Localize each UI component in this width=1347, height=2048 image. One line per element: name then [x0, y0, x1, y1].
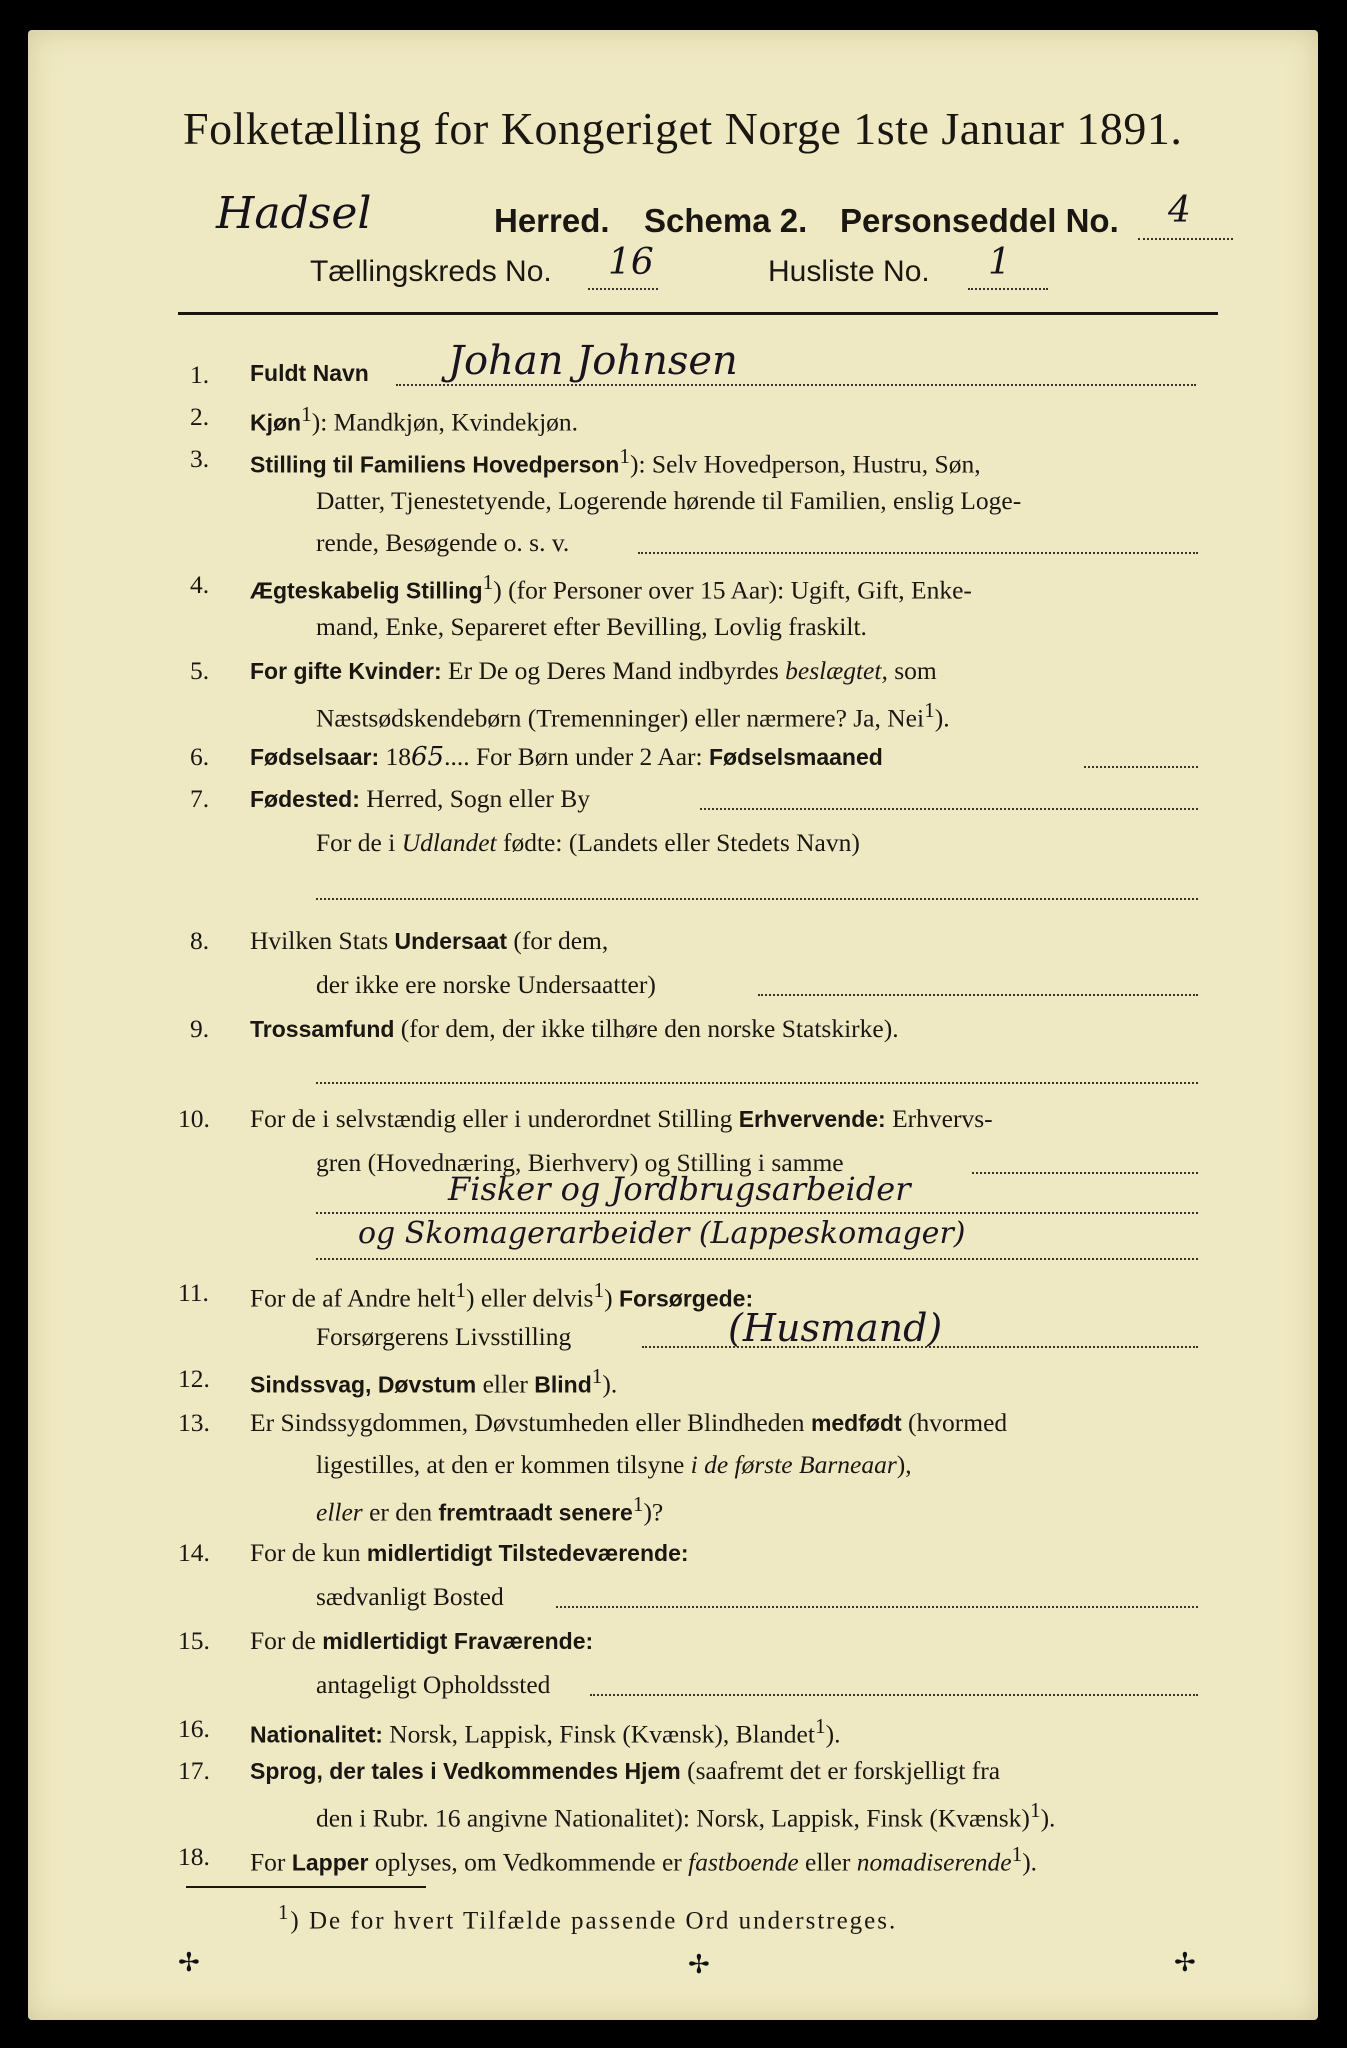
kreds-dots — [588, 288, 658, 290]
item-label: Fødselsmaaned — [708, 744, 883, 770]
item-number: 14. — [178, 1538, 210, 1567]
item-text: der ikke ere norske Undersaatter) — [316, 970, 656, 999]
footnote-mark: 1 — [593, 1278, 605, 1302]
item-label: Fuldt Navn — [250, 360, 369, 386]
husliste-value: 1 — [988, 242, 1011, 283]
footnote-mark: 1 — [455, 1278, 466, 1302]
item-text: Udlandet — [401, 828, 497, 857]
herred-handwritten: Hadsel — [216, 188, 372, 239]
item-text: (for dem, der ikke tilhøre den norske Statskirke). — [400, 1014, 899, 1043]
item-text: ligestilles, at den er kommen tilsyne — [316, 1450, 685, 1479]
footnote-mark: 1 — [482, 570, 494, 594]
item-text: For de i — [316, 828, 396, 857]
item-number: 6. — [190, 742, 210, 771]
item-label: Sindssvag, Døvstum — [250, 1371, 477, 1398]
item-text: oplyses, om Vedkommende er — [374, 1847, 682, 1877]
footnote-mark: 1 — [1011, 1842, 1023, 1866]
item-text: (saafremt det er forskjelligt fra — [687, 1756, 1001, 1785]
item-label: fremtraadt senere — [438, 1499, 633, 1526]
item-text: er den — [369, 1497, 433, 1527]
item-number: 13. — [178, 1408, 210, 1437]
item-7-blank — [316, 898, 1198, 900]
personseddel-label: Personseddel No. — [840, 202, 1119, 239]
footnote-mark: 1 — [301, 402, 312, 426]
item-label: Lapper — [291, 1849, 369, 1876]
item-number: 15. — [178, 1626, 210, 1655]
footnote-rule — [186, 1886, 426, 1888]
item-number: 17. — [178, 1756, 210, 1785]
footnote-mark: 1 — [1029, 1798, 1041, 1822]
item-text: Er Sindssygdommen, Døvstumheden eller Blindheden — [250, 1408, 805, 1437]
item-text: Forsørgerens Livsstilling — [316, 1322, 572, 1351]
register-mark-center: ✢ — [688, 1950, 710, 1980]
item-text: den i Rubr. 16 angivne Nationalitet): Norsk, Lappisk, Finsk (Kvænsk) — [316, 1803, 1030, 1833]
item-label: Sprog, der tales i Vedkommendes Hjem — [250, 1758, 681, 1784]
item-text: fødte: (Landets eller Stedets Navn) — [502, 828, 860, 857]
item-number: 3. — [190, 444, 210, 473]
item-label: Forsørgede: — [618, 1285, 754, 1312]
item-label: medfødt — [810, 1410, 902, 1436]
item-text: rende, Besøgende o. s. v. — [316, 528, 570, 557]
item-10-blank1 — [316, 1212, 1198, 1214]
item-label: Kjøn — [250, 409, 302, 436]
footnote-mark: 1 — [924, 698, 935, 722]
item-text: Er De og Deres Mand indbyrdes — [448, 656, 779, 685]
item-text: ): Selv Hovedperson, Hustru, Søn, — [629, 449, 981, 479]
item-text: )? — [643, 1497, 664, 1527]
item-text: Norsk, Lappisk, Finsk (Kvænsk), Blandet — [389, 1719, 815, 1749]
kreds-label: Tællingskreds No. — [310, 255, 552, 288]
item-number: 11. — [178, 1278, 209, 1307]
item-text: ): Mandkjøn, Kvindekjøn. — [311, 407, 579, 437]
occupation-handwritten-line1: Fisker og Jordbrugsarbeider — [448, 1170, 911, 1208]
birth-year-handwritten: 65 — [410, 742, 445, 772]
item-text: For — [250, 1847, 286, 1877]
provider-handwritten: (Husmand) — [728, 1306, 943, 1350]
schema-label: Schema 2. — [644, 202, 808, 239]
full-name-handwritten: Johan Johnsen — [448, 338, 738, 384]
footnote-mark: 1 — [814, 1714, 826, 1738]
item-text: fastboende — [688, 1847, 799, 1877]
item-text: beslægtet, — [785, 656, 888, 685]
item-label: midlertidigt Tilstedeværende: — [366, 1540, 689, 1566]
personseddel-value: 4 — [1168, 190, 1191, 231]
husliste-label: Husliste No. — [768, 255, 930, 288]
item-text: eller — [805, 1847, 851, 1877]
footnote-mark: 1 — [278, 1900, 291, 1924]
item-10-blank2 — [316, 1258, 1198, 1260]
item-text: (for dem, — [513, 926, 609, 955]
item-text: eller — [316, 1497, 363, 1527]
item-text: For de i selvstændig eller i underordnet Stilling — [250, 1104, 733, 1133]
item-text: mand, Enke, Separeret efter Bevilling, Lovlig fraskilt. — [316, 612, 867, 641]
item-label: Erhvervende: — [738, 1106, 886, 1132]
register-mark-right: ✢ — [1174, 1948, 1196, 1978]
footnote-mark: 1 — [591, 1364, 603, 1388]
item-number: 12. — [178, 1364, 210, 1393]
footnote — [278, 1900, 897, 1935]
item-text: gren (Hovednæring, Bierhverv) og Stilling i samme — [316, 1148, 844, 1177]
husliste-dots — [968, 288, 1048, 290]
birth-year-prefix: 18 — [385, 742, 411, 771]
item-text: For Børn under 2 Aar: — [475, 742, 703, 771]
item-text: ), — [896, 1450, 912, 1479]
item-label: Blind — [534, 1371, 592, 1398]
item-text: (hvormed — [908, 1408, 1008, 1437]
item-text: For de kun — [250, 1538, 361, 1567]
item-label: Fødselsaar: — [250, 744, 380, 770]
item-text: ) (for Personer over 15 Aar): Ugift, Gift, Enke- — [493, 575, 972, 605]
item-text: Næstsødskendebørn (Tremenninger) eller nærmere? Ja, Nei — [316, 703, 925, 733]
item-text: eller — [482, 1369, 528, 1399]
item-text: nomadiserende — [856, 1847, 1012, 1877]
item-label: Ægteskabelig Stilling — [250, 577, 483, 604]
item-label: Undersaat — [394, 928, 507, 954]
census-form: Folketælling for Kongeriget Norge 1ste Januar 1891. Hadsel Herred. Schema 2. Personseddel No. 4 Tællingskreds No. 16 Husliste No. 1 1. Fuldt Navn Johan Johnsen 2. Kjøn$^1$): Mandkjøn, Kvindekjøn. 3. Stilling til Familiens Hovedperson$^1$): Selv Hovedperson, Hustru, Søn, Datter, Tjenestetyende, Logerende hørende til Familien, enslig Loge- rende, Besøgende o. s. v. 4. Ægteskabelig Stilling$^1$) (for Personer over 15 Aar): Ugift, Gift, Enke- mand, Enke, Separeret efter Bevilling, Lovlig fraskilt. 5. For gifte Kvinder: Er De og Deres Mand indbyrdes beslægtet, som Næstsødskendebørn (Tremenninger) eller nærmere? Ja, Nei$^1$). 6. Fødselsaar: 1865.... For Børn under 2 Aar: Fødselsmaaned 7. Fødested: Herred, Sogn eller By For de i Udlandet fødte: (Landets eller Stedets Navn) 8. Hvilken Stats Undersaat (for dem, der ikke ere norske Undersaatter) 9. Trossamfund (for dem, der ikke tilhøre den norske Statskirke). 10. For de i selvstændig eller i underordnet Stilling Erhvervende: Erhvervs- gren (Hovednæring, Bierhverv) og Stilling i samme Fisker og Jordbrugsarbeider og Skomagerarbeider (Lappeskomager) 11. For de af Andre helt$^1$) eller delvis$^1$) Forsørgede: Forsørgerens Livsstilling (Husmand) 12. Sindssvag, Døvstum eller Blind$^1$). 13. Er Sindssygdommen, Døvstumheden eller Blindheden medfødt (hvormed ligestilles, at den er kommen tilsyne i de første Barneaar), eller er den fremtraadt senere$^1$)? 14. For de kun midlertidigt Tilstedeværende: sædvanligt Bosted 15. For de midlertidigt Fraværende: antageligt Opholdssted 16. Nationalitet: Norsk, Lappisk, Finsk (Kvænsk), Blandet$^1$). 17. Sprog, der tales i Vedkommendes Hjem (saafremt det er forskjelligt fra den i Rubr. 16 angivne Nationalitet): Norsk, Lappisk, Finsk (Kvænsk)$^1$). 18. For Lapper oplyses, om Vedkommende er fastboende eller nomadiserende$^1$). $^1$) De for hvert Tilfælde passende Ord understreges. ✢ ✢ ✢ — [28, 30, 1318, 2020]
footnote-text: ) De for hvert Tilfælde passende Ord understreges. — [290, 1907, 898, 1935]
item-label: Stilling til Familiens Hovedperson — [250, 451, 620, 478]
item-text: Hvilken Stats — [250, 926, 389, 955]
occupation-handwritten-line2: og Skomagerarbeider (Lappeskomager) — [358, 1216, 966, 1251]
item-text: ). — [602, 1369, 618, 1399]
item-number: 7. — [190, 784, 210, 813]
item-text: For de af Andre helt — [250, 1283, 456, 1313]
item-9-blank — [316, 1082, 1198, 1084]
form-title: Folketælling for Kongeriget Norge 1ste Januar 1891. — [183, 103, 1183, 154]
item-text: For de — [250, 1626, 316, 1655]
item-text: sædvanligt Bosted — [316, 1582, 504, 1611]
item-label: Nationalitet: — [250, 1721, 383, 1748]
personseddel-dots — [1138, 238, 1233, 240]
footnote-mark: 1 — [619, 444, 630, 468]
item-text: Datter, Tjenestetyende, Logerende hørende til Familien, enslig Loge- — [316, 486, 1022, 515]
item-label: Trossamfund — [250, 1016, 395, 1042]
item-number: 4. — [190, 570, 210, 599]
header-rule — [178, 312, 1218, 315]
item-number: 2. — [190, 402, 210, 431]
item-label: For gifte Kvinder: — [250, 658, 442, 684]
item-number: 18. — [178, 1842, 210, 1871]
item-number: 16. — [178, 1714, 210, 1743]
item-label: midlertidigt Fraværende: — [322, 1628, 594, 1654]
item-text: ) eller delvis — [465, 1283, 594, 1313]
item-number: 8. — [190, 926, 210, 955]
item-number: 10. — [178, 1104, 210, 1133]
item-number: 9. — [190, 1014, 210, 1043]
herred-label: Herred. — [494, 202, 610, 239]
item-text: antageligt Opholdssted — [316, 1670, 551, 1699]
item-text: Erhvervs- — [892, 1104, 993, 1133]
item-text: Herred, Sogn eller By — [366, 784, 591, 813]
item-number: 1. — [190, 360, 210, 389]
register-mark-left: ✢ — [178, 1948, 200, 1978]
footnote-mark: 1 — [632, 1492, 644, 1516]
item-number: 5. — [190, 656, 210, 685]
item-label: Fødested: — [250, 786, 360, 812]
item-text: i de første Barneaar — [690, 1450, 897, 1479]
kreds-value: 16 — [608, 242, 654, 283]
item-text: som — [894, 656, 937, 685]
